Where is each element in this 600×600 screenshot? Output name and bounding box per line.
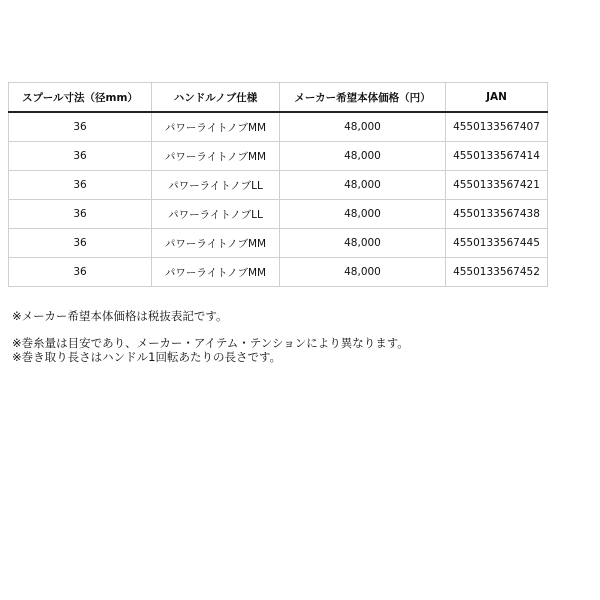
notes-section [12, 309, 592, 364]
header-jan: JAN [446, 83, 548, 113]
cell-jan: 4550133567445 [446, 229, 548, 258]
cell-spool-size: 36 [9, 142, 152, 171]
cell-spool-size: 36 [9, 112, 152, 142]
cell-handle-knob: パワーライトノブMM [152, 229, 280, 258]
cell-price: 48,000 [280, 200, 446, 229]
line-capacity-note: ※巻糸量は目安であり、メーカー・アイテム・テンションにより異なります。 [12, 336, 409, 350]
cell-jan: 4550133567452 [446, 258, 548, 287]
table-header-row [9, 83, 548, 113]
cell-jan: 4550133567407 [446, 112, 548, 142]
table-row [9, 112, 548, 142]
table-row [9, 200, 548, 229]
cell-handle-knob: パワーライトノブMM [152, 258, 280, 287]
cell-jan: 4550133567421 [446, 171, 548, 200]
cell-handle-knob: パワーライトノブLL [152, 200, 280, 229]
header-handle-knob: ハンドルノブ仕様 [152, 83, 280, 113]
table-row [9, 229, 548, 258]
header-price: メーカー希望本体価格（円） [280, 83, 446, 113]
cell-price: 48,000 [280, 229, 446, 258]
retrieve-length-note: ※巻き取り長さはハンドル1回転あたりの長さです。 [12, 350, 282, 364]
cell-jan: 4550133567438 [446, 200, 548, 229]
cell-handle-knob: パワーライトノブMM [152, 142, 280, 171]
cell-spool-size: 36 [9, 200, 152, 229]
spec-table [8, 82, 548, 287]
header-spool-size: スプール寸法（径mm） [9, 83, 152, 113]
cell-spool-size: 36 [9, 229, 152, 258]
cell-spool-size: 36 [9, 258, 152, 287]
cell-price: 48,000 [280, 112, 446, 142]
cell-price: 48,000 [280, 258, 446, 287]
cell-jan: 4550133567414 [446, 142, 548, 171]
cell-handle-knob: パワーライトノブMM [152, 112, 280, 142]
cell-price: 48,000 [280, 171, 446, 200]
table-row [9, 171, 548, 200]
cell-price: 48,000 [280, 142, 446, 171]
table-row [9, 142, 548, 171]
table-row [9, 258, 548, 287]
cell-handle-knob: パワーライトノブLL [152, 171, 280, 200]
price-tax-note: ※メーカー希望本体価格は税抜表記です。 [12, 309, 228, 323]
cell-spool-size: 36 [9, 171, 152, 200]
